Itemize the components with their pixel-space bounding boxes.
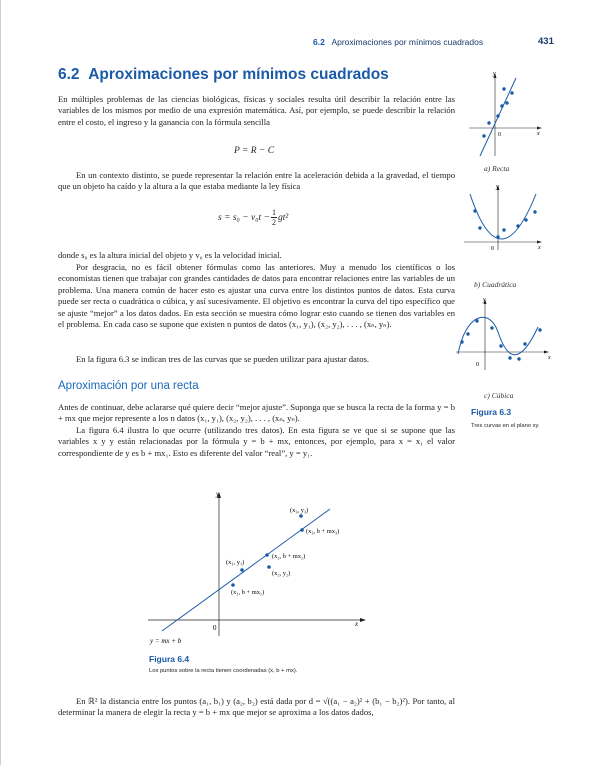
eq2-lhs: s = s₀ − v₀t − — [218, 212, 270, 223]
fig63c-point — [523, 342, 526, 345]
fig63b-curve — [470, 194, 536, 239]
fig64-fit-line — [162, 509, 330, 631]
section-number: 6.2 — [58, 66, 80, 83]
paragraph-where: donde s₀ es la altura inicial del objeto y v₀ es la velocidad inicial. — [58, 250, 282, 260]
fig63c-point — [508, 356, 511, 359]
figure-6-3-description: Tres curvas en el plano xy. — [471, 423, 540, 429]
eq2-fraction — [271, 208, 277, 227]
fig63a-point — [487, 121, 490, 124]
fig63b-point — [524, 218, 527, 221]
eq2-rhs: gt² — [277, 212, 289, 223]
figure-6-3c-caption: c) Cúbica — [484, 391, 514, 400]
figure-6-3a-plot — [465, 68, 547, 160]
paragraph-intro: En múltiples problemas de las ciencias biológicas, físicas y sociales resulta útil describir la relación entre las variables de los mismos por medio de una expresión matemática. Así, por ejemplo, se puede describir la relación entre el costo, el ingreso y la ganancia con la fórmula sencilla — [58, 94, 455, 127]
section-title-text: Aproximaciones por mínimos cuadrados — [88, 66, 389, 83]
figure-6-4-title: Figura 6.4 — [149, 654, 190, 664]
paragraph-fig64-ref: La figura 6.4 ilustra lo que ocurre (utilizando tres datos). En esta figura se ve que si se supone que las variables x y y están relacionadas por la fórmula y = b + mx, entonces, por ejemplo, para x = x₁ el valor correspondiente de y es b + mx₁. Esto es diferente del valor “real”, y = y₁. — [58, 425, 455, 458]
fig63c-y-label: y — [483, 297, 486, 303]
page-edge — [0, 0, 1, 765]
fig63b-y-label: y — [496, 184, 499, 190]
fig63a-x-label: x — [537, 131, 540, 137]
fig63c-point — [517, 357, 520, 360]
fig64-x-arrow — [360, 618, 366, 622]
fig63c-curve — [458, 317, 538, 354]
fig64-x-label: x — [355, 620, 359, 628]
fig63c-point — [460, 340, 463, 343]
fig63b-x-arrow — [537, 241, 542, 244]
fig63c-point — [538, 328, 541, 331]
fig64-point-x3y3 — [299, 514, 303, 518]
fig63b-point — [502, 228, 505, 231]
fig63c-point — [475, 319, 478, 322]
figure-6-4-description: Los puntos sobre la recta tienen coordenadas (x, b + mx). — [149, 668, 298, 674]
fig64-label-p1: (x₁, y₁) — [226, 559, 245, 566]
fig64-label-q2: (x₂, b + mx₂) — [272, 553, 306, 560]
fig64-point-x2-fit — [265, 553, 269, 557]
equation-profit: P = R − C — [234, 146, 275, 156]
fig63c-point — [466, 332, 469, 335]
fig64-point-x3-fit — [300, 528, 304, 532]
fig63a-x-arrow — [537, 127, 542, 130]
page-number: 431 — [538, 36, 554, 47]
fig63a-point — [502, 87, 505, 90]
figure-6-3b-caption: b) Cuadrática — [474, 280, 517, 289]
fig63b-point — [496, 235, 499, 238]
fig63b-point — [533, 210, 536, 213]
fig63c-point — [490, 326, 493, 329]
fig63a-point — [482, 134, 485, 137]
paragraph-data: Por desgracia, no es fácil obtener fórmulas como las anteriores. Muy a menudo los científicos o los economistas tienen que trabajar con grandes cantidades de datos para encontrar relaciones entre las variables de un problema. Una manera común de hacer esto es ajustar una curva entre los distintos puntos de datos. Esta curva puede ser recta o cuadrática o cúbica, y así sucesivamente. El objetivo es encontrar la curva del tipo específico que se ajuste “mejor” a los datos dados. En esta sección se muestra cómo lograr esto cuando se tienen dos variables en el problema. En cada caso se supone que existen n puntos de datos (x₁, y₁), (x₂, y₂), . . . , (xₙ, yₙ). — [58, 262, 455, 330]
fig63b-origin: 0 — [491, 246, 494, 252]
fig63a-point — [496, 114, 499, 117]
fig64-y-label: y — [216, 490, 220, 498]
section-title — [58, 66, 389, 84]
fig63a-point — [505, 101, 508, 104]
figure-6-3a-caption: a) Recta — [484, 164, 510, 173]
fig64-point-x2y2 — [267, 565, 271, 569]
fig64-label-q3: (x₃, b + mx₃) — [306, 528, 340, 535]
fig63c-point — [499, 344, 502, 347]
header-section-num: 6.2 — [313, 37, 325, 47]
fig64-label-p3: (x₃, y₃) — [290, 507, 309, 514]
fig64-label-p2: (x₂, y₂) — [272, 570, 291, 577]
fig63c-x-arrow — [544, 351, 549, 354]
fig64-point-x1y1 — [240, 568, 244, 572]
fig63a-origin: 0 — [498, 132, 501, 138]
figure-6-3c-plot — [452, 292, 562, 374]
fig63c-x-label: x — [548, 355, 551, 361]
fig63a-point — [510, 91, 513, 94]
fig64-line-label: y = mx + b — [150, 637, 182, 645]
paragraph-best-fit: Antes de continuar, debe aclararse qué quiere decir “mejor ajuste”. Suponga que se busca la recta de la forma y = b + mx que mejor represente a los n datos (x₁, y₁), (x₂, y₂), . . . , (xₙ, yₙ). — [58, 402, 455, 424]
paragraph-fig63-ref: En la figura 6.3 se indican tres de las curvas que se pueden utilizar para ajustar datos. — [76, 354, 370, 364]
figure-6-3-title: Figura 6.3 — [471, 407, 512, 417]
fig63c-origin: 0 — [476, 362, 479, 368]
fig63b-point — [516, 224, 519, 227]
header-section-title: Aproximaciones por mínimos cuadrados — [331, 37, 484, 47]
eq2-frac-num: 1 — [271, 208, 276, 217]
fig63b-point — [478, 226, 481, 229]
fig63b-x-label: x — [538, 245, 541, 251]
figure-6-3b-plot — [460, 180, 552, 258]
subsection-title: Aproximación por una recta — [58, 380, 199, 392]
fig64-point-x1-fit — [231, 583, 235, 587]
fig63a-point — [500, 104, 503, 107]
eq2-frac-den: 2 — [271, 218, 276, 227]
paragraph-distance: En ℝ² la distancia entre los puntos (a₁, b₁) y (a₂, b₂) está dada por d = √((a₁ − a₂)² + (b₁ − b₂)²). Por tanto, al determinar la manera de elegir la recta y = b + mx que mejor se aproxima a los datos dados, — [58, 696, 455, 718]
fig64-origin: 0 — [213, 624, 217, 632]
paragraph-gravity: En un contexto distinto, se puede representar la relación entre la aceleración debida a la gravedad, el tiempo que un objeto ha caído y la altura a la que estaba mediante la ley física — [58, 170, 455, 192]
figure-6-4-plot — [140, 484, 380, 659]
equation-gravity — [218, 208, 288, 227]
fig63a-y-label: y — [493, 71, 496, 77]
fig63b-point — [473, 209, 476, 212]
running-header — [313, 37, 483, 47]
fig64-label-q1: (x₁, b + mx₁) — [231, 589, 265, 596]
